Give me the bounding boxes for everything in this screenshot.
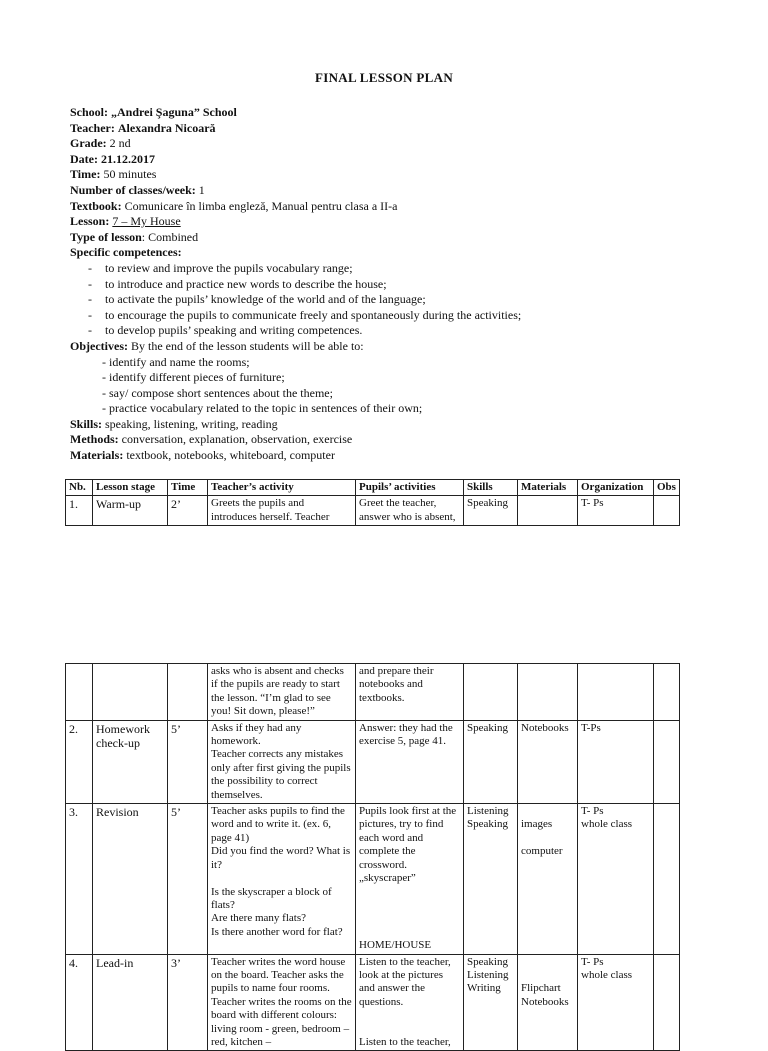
- materials-value: textbook, notebooks, whiteboard, computer: [126, 448, 335, 463]
- list-item: - identify different pieces of furniture;: [102, 370, 285, 385]
- lesson-line: [70, 214, 730, 230]
- grade-label: Grade:: [70, 136, 107, 151]
- header-obs: Obs: [654, 480, 680, 496]
- grade-value: 2 nd: [109, 136, 131, 151]
- cell-nb: [66, 664, 93, 721]
- cell-stage: Warm-up: [93, 496, 168, 526]
- table-row: [66, 496, 680, 526]
- cell-time: 3’: [168, 954, 208, 1051]
- cell-time: 5’: [168, 804, 208, 954]
- cell-pupils: Listen to the teacher, look at the pictures and answer the questions. Listen to the teacher,: [356, 954, 464, 1051]
- teacher-line: [70, 121, 730, 137]
- school-label: School:: [70, 105, 109, 119]
- cell-skills: Speaking: [464, 496, 518, 526]
- type-value: : Combined: [141, 229, 199, 244]
- header-time: Time: [168, 480, 208, 496]
- date-label: Date:: [70, 151, 98, 166]
- header-skills: Skills: [464, 480, 518, 496]
- list-item: - practice vocabulary related to the topic in sentences of their own;: [102, 401, 423, 416]
- cell-organization: [578, 664, 654, 721]
- objectives-list: [70, 355, 730, 417]
- list-item: - to activate the pupils’ knowledge of the world and of the language;: [70, 292, 730, 308]
- type-line: [70, 230, 730, 246]
- list-item: - to review and improve the pupils vocabulary range;: [70, 261, 730, 277]
- cell-skills: Speaking: [464, 720, 518, 803]
- header-nb: Nb.: [66, 480, 93, 496]
- cell-skills: [464, 664, 518, 721]
- cell-nb: 2.: [66, 720, 93, 803]
- cell-organization: T- Ps: [578, 496, 654, 526]
- cell-materials: Flipchart Notebooks: [518, 954, 578, 1051]
- teacher-value: Alexandra Nicoară: [117, 120, 216, 135]
- cell-stage: Homework check-up: [93, 720, 168, 803]
- competences-list: [70, 261, 730, 339]
- materials-label: Materials:: [70, 448, 124, 463]
- classes-line: [70, 183, 730, 199]
- time-value: 50 minutes: [103, 167, 157, 182]
- table-row: [66, 954, 680, 1051]
- cell-pupils: and prepare their notebooks and textbooks.: [356, 664, 464, 721]
- competences-label: Specific competences:: [70, 245, 182, 260]
- lesson-label: Lesson:: [70, 214, 110, 229]
- lesson-table-page1: [65, 479, 680, 526]
- type-label: Type of lesson: [70, 229, 142, 244]
- teacher-label: Teacher:: [70, 120, 115, 135]
- classes-label: Number of classes/week:: [70, 182, 196, 197]
- cell-time: 5’: [168, 720, 208, 803]
- table-row: [66, 664, 680, 721]
- lesson-value: 7 – My House: [112, 214, 181, 229]
- cell-obs: [654, 804, 680, 954]
- skills-value: speaking, listening, writing, reading: [105, 416, 278, 431]
- cell-teacher: asks who is absent and checks if the pupils are ready to start the lesson. “I’m glad to see you! Sit down, please!”: [208, 664, 356, 721]
- table-header-row: [66, 480, 680, 496]
- header-pupils: Pupils’ activities: [356, 480, 464, 496]
- cell-organization: T-Ps: [578, 720, 654, 803]
- cell-teacher: Greets the pupils and introduces herself. Teacher: [208, 496, 356, 526]
- cell-nb: 3.: [66, 804, 93, 954]
- cell-materials: images computer: [518, 804, 578, 954]
- cell-teacher: Asks if they had any homework. Teacher corrects any mistakes only after first giving the pupils the possibility to correct themselves.: [208, 720, 356, 803]
- textbook-line: [70, 199, 730, 215]
- materials-line: [70, 448, 730, 464]
- header-teacher: Teacher’s activity: [208, 480, 356, 496]
- cell-teacher: Teacher writes the word house on the board. Teacher asks the pupils to name four rooms. Teacher writes the rooms on the board with different colours: living room - green, bedroom – red, kitchen –: [208, 954, 356, 1051]
- competences-line: [70, 245, 730, 261]
- cell-nb: 4.: [66, 954, 93, 1051]
- textbook-label: Textbook:: [70, 198, 122, 213]
- methods-label: Methods:: [70, 432, 119, 447]
- cell-obs: [654, 954, 680, 1051]
- methods-value: conversation, explanation, observation, exercise: [121, 432, 353, 447]
- cell-materials: Notebooks: [518, 720, 578, 803]
- school-line: [70, 105, 730, 121]
- time-line: [70, 167, 730, 183]
- cell-organization: T- Ps whole class: [578, 804, 654, 954]
- cell-materials: [518, 496, 578, 526]
- header-materials: Materials: [518, 480, 578, 496]
- date-line: [70, 152, 730, 168]
- skills-line: [70, 417, 730, 433]
- cell-pupils: Answer: they had the exercise 5, page 41.: [356, 720, 464, 803]
- lesson-table-page2: [65, 663, 680, 1051]
- cell-obs: [654, 720, 680, 803]
- skills-label: Skills:: [70, 416, 103, 431]
- table-row: [66, 720, 680, 803]
- list-item: - to encourage the pupils to communicate freely and spontaneously during the activities;: [70, 308, 730, 324]
- time-label: Time:: [70, 167, 101, 182]
- cell-time: [168, 664, 208, 721]
- cell-obs: [654, 664, 680, 721]
- cell-obs: [654, 496, 680, 526]
- cell-time: 2’: [168, 496, 208, 526]
- school-value: „Andrei Şaguna” School: [111, 105, 237, 119]
- objectives-line: [70, 339, 730, 355]
- list-item: - to develop pupils’ speaking and writing competences.: [70, 323, 730, 339]
- list-item: - to introduce and practice new words to describe the house;: [70, 277, 730, 293]
- cell-stage: [93, 664, 168, 721]
- cell-organization: T- Ps whole class: [578, 954, 654, 1051]
- list-item: - identify and name the rooms;: [102, 354, 250, 369]
- date-value: 21.12.2017: [100, 151, 155, 166]
- cell-skills: Speaking Listening Writing: [464, 954, 518, 1051]
- cell-stage: Lead-in: [93, 954, 168, 1051]
- table-row: [66, 804, 680, 954]
- objectives-label: Objectives:: [70, 338, 128, 353]
- cell-pupils: Greet the teacher, answer who is absent,: [356, 496, 464, 526]
- cell-materials: [518, 664, 578, 721]
- lesson-info: [70, 105, 730, 464]
- list-item: - say/ compose short sentences about the theme;: [102, 385, 333, 400]
- header-organization: Organization: [578, 480, 654, 496]
- cell-stage: Revision: [93, 804, 168, 954]
- textbook-value: Comunicare în limba engleză, Manual pentru clasa a II-a: [124, 198, 398, 213]
- objectives-intro: By the end of the lesson students will be able to:: [130, 338, 364, 353]
- cell-nb: 1.: [66, 496, 93, 526]
- cell-skills: Listening Speaking: [464, 804, 518, 954]
- grade-line: [70, 136, 730, 152]
- cell-teacher: Teacher asks pupils to find the word and to write it. (ex. 6, page 41) Did you find the word? What is it? Is the skyscraper a block of flats? Are there many flats? Is there another word for flat?: [208, 804, 356, 954]
- methods-line: [70, 432, 730, 448]
- header-stage: Lesson stage: [93, 480, 168, 496]
- document-title: FINAL LESSON PLAN: [314, 70, 454, 85]
- classes-value: 1: [198, 182, 205, 197]
- cell-pupils: Pupils look first at the pictures, try to find each word and complete the crossword. „skyscraper” HOME/HOUSE: [356, 804, 464, 954]
